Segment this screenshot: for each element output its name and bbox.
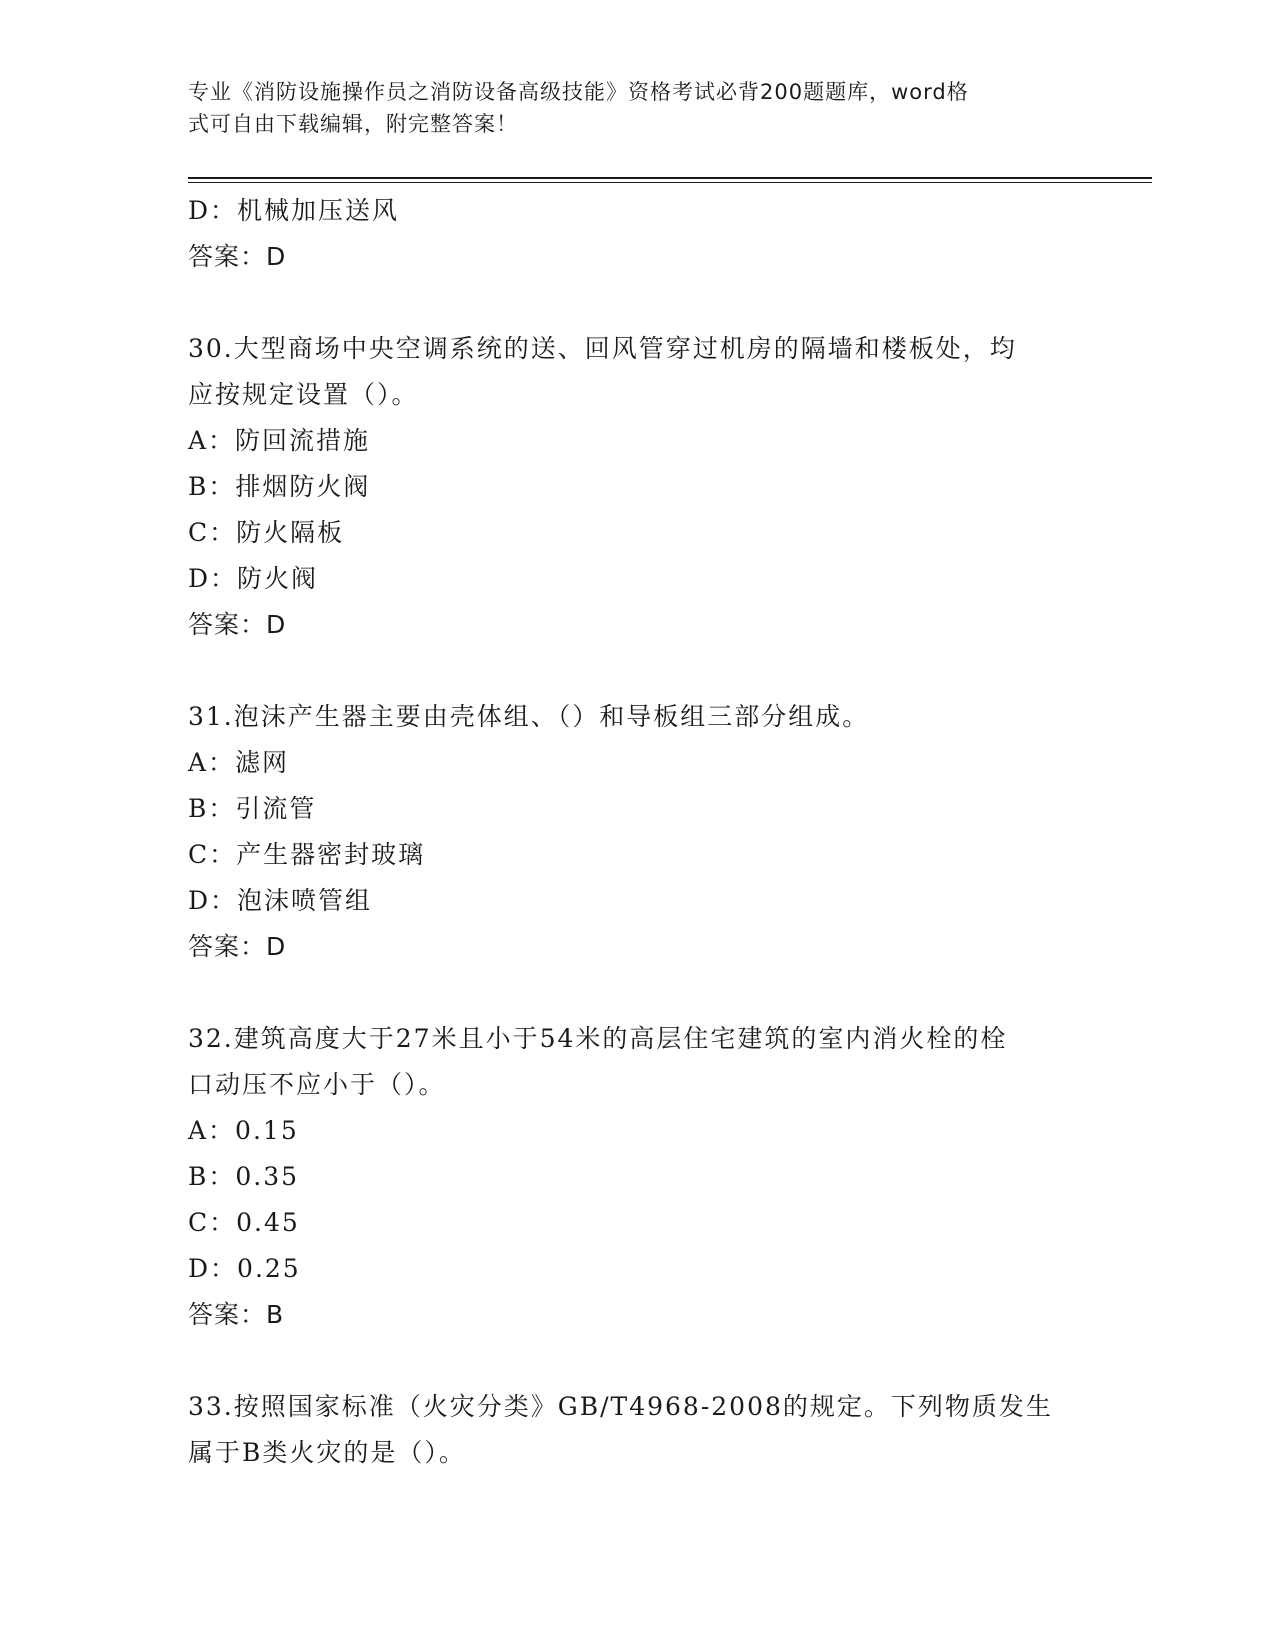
spacer [188, 970, 1088, 1016]
header-divider-thin [188, 182, 1152, 183]
option-d: D：防火阀 [188, 564, 319, 593]
option-c: C：产生器密封玻璃 [188, 840, 426, 869]
answer-line: 答案：D [188, 610, 287, 639]
option-a: A：0.15 [188, 1116, 299, 1145]
spacer [188, 280, 1088, 326]
question-text-line: 30.大型商场中央空调系统的送、回风管穿过机房的隔墙和楼板处，均 [188, 334, 1017, 363]
question-30 [188, 326, 1088, 648]
question-31 [188, 694, 1088, 970]
question-text-line: 口动压不应小于（）。 [188, 1070, 446, 1099]
header-line-1: 专业《消防设施操作员之消防设备高级技能》资格考试必背200题题库，word格 [188, 80, 969, 104]
answer-line: 答案：B [188, 1300, 285, 1329]
option-d: D：机械加压送风 [188, 196, 400, 225]
option-c: C：0.45 [188, 1208, 300, 1237]
header-line-2: 式可自由下载编辑，附完整答案！ [188, 112, 518, 136]
header-divider-thick [188, 177, 1152, 179]
spacer [188, 648, 1088, 694]
question-text-line: 31.泡沫产生器主要由壳体组、（）和导板组三部分组成。 [188, 702, 870, 731]
option-b: B：排烟防火阀 [188, 472, 371, 501]
question-content [188, 188, 1088, 1476]
option-d: D：0.25 [188, 1254, 301, 1283]
answer-line: 答案：D [188, 932, 287, 961]
option-c: C：防火隔板 [188, 518, 345, 547]
question-32 [188, 1016, 1088, 1338]
answer-line: 答案：D [188, 242, 287, 271]
question-text-line: 33.按照国家标准（火灾分类》GB/T4968-2008的规定。下列物质发生 [188, 1392, 1053, 1421]
question-text-line: 属于B类火灾的是（）。 [188, 1438, 466, 1467]
option-b: B：引流管 [188, 794, 317, 823]
question-text-line: 32.建筑高度大于27米且小于54米的高层住宅建筑的室内消火栓的栓 [188, 1024, 1008, 1053]
page-header [188, 76, 1068, 140]
option-a: A：防回流措施 [188, 426, 371, 455]
option-b: B：0.35 [188, 1162, 300, 1191]
spacer [188, 1338, 1088, 1384]
option-a: A：滤网 [188, 748, 290, 777]
question-text-line: 应按规定设置（）。 [188, 380, 419, 409]
question-33 [188, 1384, 1088, 1476]
option-d: D：泡沫喷管组 [188, 886, 373, 915]
